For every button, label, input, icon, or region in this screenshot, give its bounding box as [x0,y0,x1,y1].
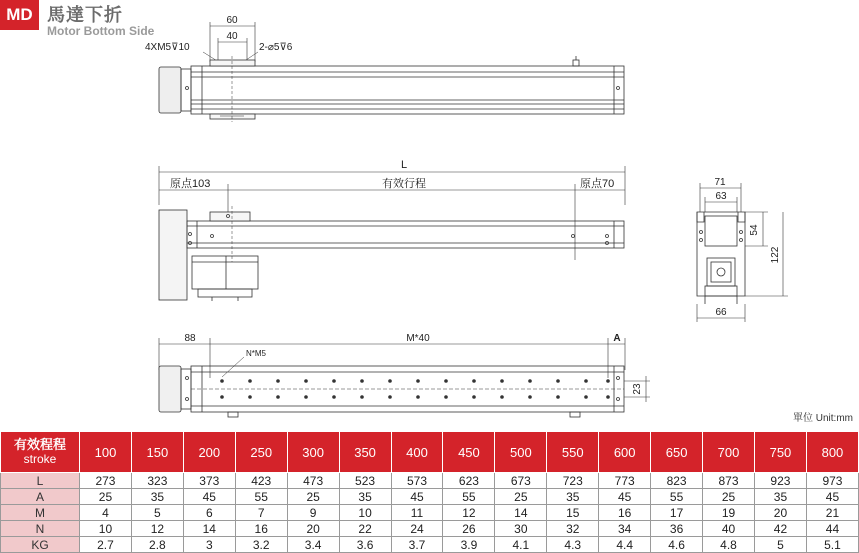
stroke-header-en: stroke [23,452,57,466]
table-cell: 473 [287,473,339,489]
table-cell: 20 [754,505,806,521]
table-cell: 35 [754,489,806,505]
dim-88: 88 [184,333,196,344]
table-cell: 22 [339,521,391,537]
row-label: M [1,505,80,521]
table-cell: 873 [703,473,755,489]
dim-122: 122 [770,246,781,264]
row-label: KG [1,537,80,553]
nm5-callout: N*M5 [246,349,267,358]
table-cell: 21 [806,505,858,521]
table-cell: 2.7 [80,537,132,553]
table-cell: 3.6 [339,537,391,553]
top-view [145,15,624,122]
stroke-col-header: 500 [495,432,547,473]
table-cell: 4.6 [651,537,703,553]
table-cell: 12 [131,521,183,537]
table-cell: 623 [443,473,495,489]
hole-callout-d5: 2-⌀5⊽6 [259,42,293,53]
table-cell: 45 [806,489,858,505]
table-cell: 4.8 [703,537,755,553]
table-cell: 5.1 [806,537,858,553]
origin-left-label: 原点103 [170,178,211,190]
stroke-col-header: 400 [391,432,443,473]
table-cell: 323 [131,473,183,489]
table-cell: 4.1 [495,537,547,553]
stroke-col-header: 650 [651,432,703,473]
dim-23: 23 [632,383,643,395]
table-row [1,473,859,489]
table-cell: 723 [547,473,599,489]
stroke-col-header: 800 [806,432,858,473]
table-cell: 25 [80,489,132,505]
page-title-cn: 馬達下折 [47,5,123,26]
table-row [1,489,859,505]
table-cell: 10 [80,521,132,537]
dim-60: 60 [226,15,238,26]
stroke-col-header: 550 [547,432,599,473]
stroke-col-header: 150 [131,432,183,473]
table-cell: 2.8 [131,537,183,553]
table-cell: 45 [391,489,443,505]
table-row [1,537,859,553]
table-cell: 40 [703,521,755,537]
table-cell: 17 [651,505,703,521]
table-cell: 12 [443,505,495,521]
table-cell: 9 [287,505,339,521]
stroke-col-header: 700 [703,432,755,473]
table-cell: 823 [651,473,703,489]
table-cell: 423 [235,473,287,489]
table-cell: 15 [547,505,599,521]
table-cell: 19 [703,505,755,521]
table-cell: 35 [547,489,599,505]
table-cell: 3.9 [443,537,495,553]
table-cell: 11 [391,505,443,521]
dim-A: A [613,333,621,344]
dim-71: 71 [714,177,726,188]
stroke-col-header: 350 [339,432,391,473]
table-row [1,505,859,521]
table-cell: 923 [754,473,806,489]
table-cell: 3.4 [287,537,339,553]
origin-right-label: 原点70 [580,178,615,190]
table-cell: 30 [495,521,547,537]
table-cell: 35 [131,489,183,505]
table-cell: 55 [443,489,495,505]
table-cell: 3.2 [235,537,287,553]
table-cell: 26 [443,521,495,537]
stroke-col-header: 100 [80,432,132,473]
table-cell: 4.4 [599,537,651,553]
table-cell: 24 [391,521,443,537]
stroke-col-header: 300 [287,432,339,473]
bottom-view [159,333,650,417]
table-cell: 373 [183,473,235,489]
table-cell: 773 [599,473,651,489]
stroke-header-cn: 有效程程 [13,437,66,452]
table-cell: 14 [183,521,235,537]
stroke-header [1,432,80,473]
spec-table-body [1,473,859,553]
table-cell: 55 [651,489,703,505]
dim-40: 40 [226,31,238,42]
dim-63: 63 [715,191,727,202]
table-cell: 16 [599,505,651,521]
table-cell: 973 [806,473,858,489]
table-cell: 42 [754,521,806,537]
table-cell: 20 [287,521,339,537]
table-cell: 55 [235,489,287,505]
table-cell: 36 [651,521,703,537]
table-cell: 273 [80,473,132,489]
stroke-col-header: 750 [754,432,806,473]
dim-66: 66 [715,307,727,318]
table-cell: 10 [339,505,391,521]
table-cell: 5 [754,537,806,553]
stroke-col-header: 450 [443,432,495,473]
dim-M40: M*40 [406,333,430,344]
table-cell: 3.7 [391,537,443,553]
table-cell: 673 [495,473,547,489]
stroke-col-header: 600 [599,432,651,473]
side-view [697,177,788,322]
table-cell: 25 [495,489,547,505]
table-cell: 25 [703,489,755,505]
row-label: A [1,489,80,505]
table-cell: 32 [547,521,599,537]
table-cell: 44 [806,521,858,537]
table-header-row [1,432,859,473]
table-cell: 5 [131,505,183,521]
stroke-col-header: 200 [183,432,235,473]
table-cell: 523 [339,473,391,489]
table-cell: 45 [183,489,235,505]
spec-table [0,431,859,553]
dim-54: 54 [749,224,760,236]
dim-L: L [400,159,408,171]
page-title-en: Motor Bottom Side [47,24,155,38]
table-cell: 4.3 [547,537,599,553]
table-cell: 35 [339,489,391,505]
table-cell: 573 [391,473,443,489]
row-label: L [1,473,80,489]
table-cell: 4 [80,505,132,521]
hole-callout-m5: 4XM5⊽10 [145,42,190,53]
table-cell: 16 [235,521,287,537]
stroke-col-header: 250 [235,432,287,473]
table-cell: 45 [599,489,651,505]
row-label: N [1,521,80,537]
table-cell: 34 [599,521,651,537]
table-cell: 14 [495,505,547,521]
table-row [1,521,859,537]
unit-label: 單位 Unit:mm [793,413,853,424]
front-view [159,159,625,301]
table-cell: 3 [183,537,235,553]
stroke-label: 有效行程 [382,178,426,190]
table-cell: 7 [235,505,287,521]
model-badge: MD [0,0,39,30]
table-cell: 25 [287,489,339,505]
table-cell: 6 [183,505,235,521]
